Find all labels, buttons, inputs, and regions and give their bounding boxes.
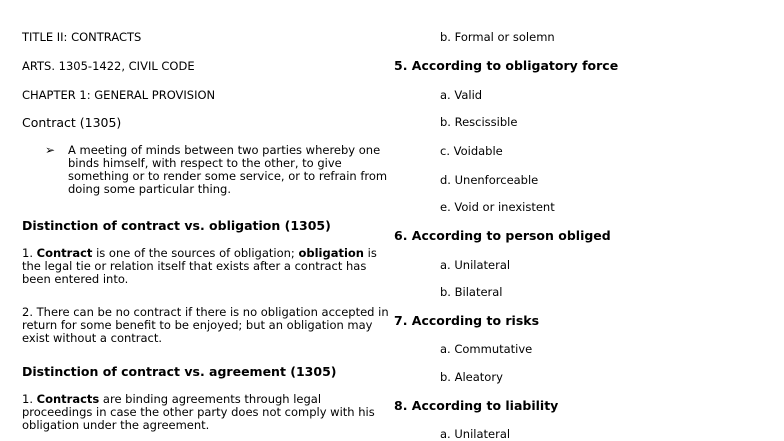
- list-item: e. Void or inexistent: [440, 200, 555, 214]
- definition-line: binds himself, with respect to the other, to give: [68, 156, 342, 170]
- definition-line: A meeting of minds between two parties whereby one: [68, 143, 381, 157]
- heading-person-obliged: 6. According to person obliged: [394, 228, 611, 243]
- list-item: a. Valid: [440, 88, 483, 102]
- list-item: a. Unilateral: [440, 258, 511, 272]
- paragraph-line: exist without a contract.: [22, 331, 163, 345]
- contract-definition: [68, 144, 388, 196]
- heading-risks: 7. According to risks: [394, 313, 540, 328]
- paragraph-line: return for some benefit to be enjoyed; but an obligation may: [22, 318, 373, 332]
- paragraph-no-contract: [22, 306, 392, 345]
- text-run: 1.: [22, 392, 37, 406]
- paragraph-contract-obligation: [22, 247, 392, 286]
- bold-term: obligation: [298, 246, 364, 260]
- bold-term: Contracts: [36, 392, 100, 406]
- heading-liability: 8. According to liability: [394, 398, 559, 413]
- bold-term: Contract: [36, 246, 93, 260]
- paragraph-line: been entered into.: [22, 272, 129, 286]
- text-run: is one of the sources of obligation;: [92, 246, 299, 260]
- paragraph-line: obligation under the agreement.: [22, 418, 210, 432]
- chapter-line: CHAPTER 1: GENERAL PROVISION: [22, 88, 216, 102]
- list-item: b. Formal or solemn: [440, 30, 555, 44]
- text-run: 1.: [22, 246, 37, 260]
- heading-obligatory-force: 5. According to obligatory force: [394, 58, 619, 73]
- distinction-agreement-heading: Distinction of contract vs. agreement (1305): [22, 364, 337, 379]
- paragraph-line: the legal tie or relation itself that exists after a contract has: [22, 259, 367, 273]
- list-item: b. Bilateral: [440, 285, 503, 299]
- list-item: a. Commutative: [440, 342, 533, 356]
- arts-line: ARTS. 1305-1422, CIVIL CODE: [22, 59, 195, 73]
- definition-line: something or to render some service, or to refrain from: [68, 169, 388, 183]
- list-item: b. Aleatory: [440, 370, 503, 384]
- text-run: is: [364, 246, 377, 260]
- paragraph-line: proceedings in case the other party does not comply with his: [22, 405, 375, 419]
- paragraph-line: 2. There can be no contract if there is no obligation accepted in: [22, 305, 389, 319]
- title-line: TITLE II: CONTRACTS: [22, 30, 142, 44]
- distinction-obligation-heading: Distinction of contract vs. obligation (1305): [22, 218, 331, 233]
- contract-heading: Contract (1305): [22, 115, 122, 130]
- list-item: a. Unilateral: [440, 427, 511, 441]
- list-item: d. Unenforceable: [440, 173, 539, 187]
- list-item: b. Rescissible: [440, 115, 518, 129]
- list-item: c. Voidable: [440, 144, 503, 158]
- paragraph-contract-agreement: [22, 393, 392, 432]
- text-run: are binding agreements through legal: [99, 392, 322, 406]
- definition-line: doing some particular thing.: [68, 182, 231, 196]
- arrow-bullet-icon: ➢: [45, 143, 56, 157]
